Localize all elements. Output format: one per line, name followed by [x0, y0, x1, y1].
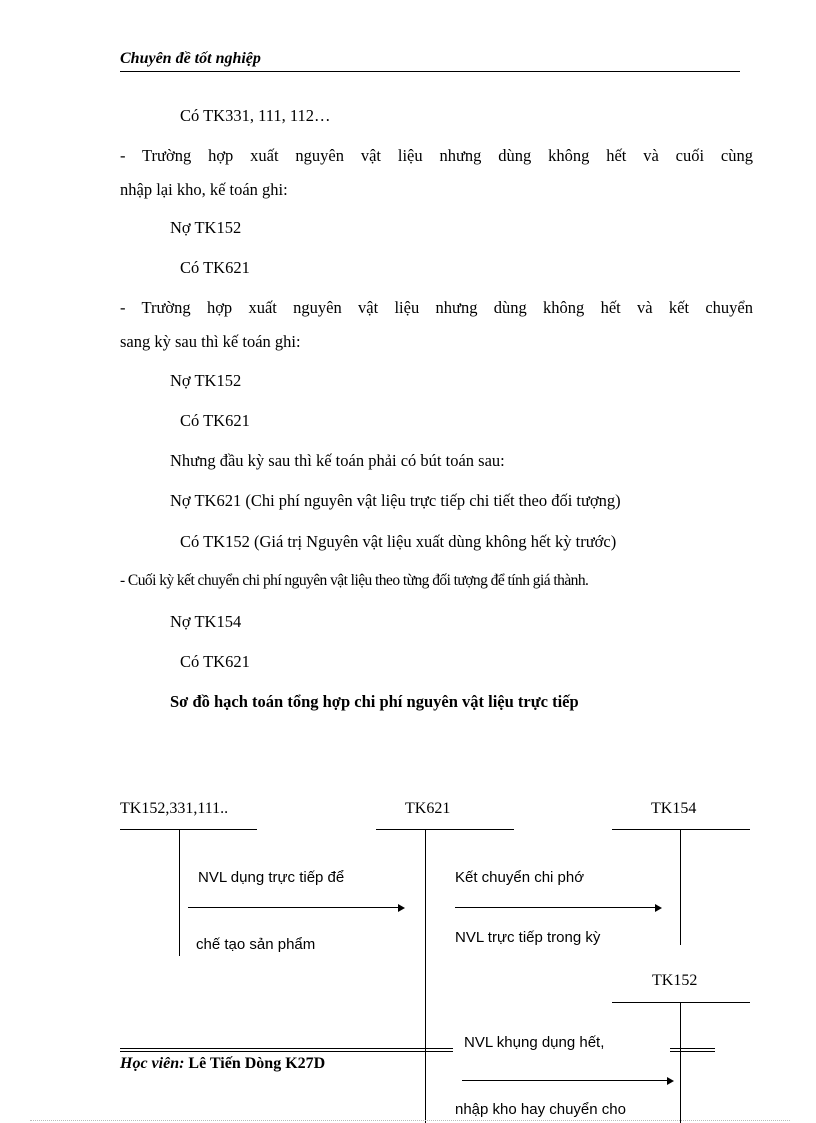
- t-account-bar-right: [612, 829, 750, 830]
- debit-entry: Nợ TK621 (Chi phí nguyên vật liệu trực tiếp chi tiết theo đối tượng): [170, 491, 621, 510]
- account-label-right: TK154: [651, 800, 697, 817]
- flow2-arrow: [455, 907, 660, 908]
- account-label-mid: TK621: [405, 800, 451, 817]
- flow1-arrow: [188, 907, 403, 908]
- t-account-stem-right: [680, 829, 681, 945]
- flow2-label-2: NVL trực tiếp trong kỳ: [455, 929, 601, 946]
- footer-label: Học viên:: [120, 1055, 185, 1072]
- t-account-stem-left: [179, 829, 180, 956]
- t-account-stem-mid: [425, 829, 426, 1123]
- debit-entry: Nợ TK152: [170, 371, 242, 390]
- credit-entry: Có TK152 (Giá trị Nguyên vật liệu xuất dùng không hết kỳ trước): [180, 532, 617, 551]
- paragraph-line: - Trường hợp xuất nguyên vật liệu nhưng dùng không hết và cuối cùng: [120, 146, 753, 165]
- flow1-label-2: chế tạo sản phẩm: [196, 936, 316, 953]
- credit-entry: Có TK621: [180, 258, 250, 277]
- debit-entry: Nợ TK152: [170, 218, 242, 237]
- diagram-heading: Sơ đồ hạch toán tổng hợp chi phí nguyên vật liệu trực tiếp: [170, 692, 579, 711]
- footer-name: Lê Tiến Dòng K27D: [188, 1055, 326, 1072]
- text-line: Nhưng đầu kỳ sau thì kế toán phải có bút toán sau:: [170, 451, 505, 470]
- flow1-label: NVL dụng trực tiếp để: [198, 869, 345, 886]
- account-label-right2: TK152: [652, 972, 698, 989]
- footer-author: [120, 1055, 325, 1073]
- header-rule: [120, 71, 740, 72]
- t-account-bar-left: [120, 829, 257, 830]
- t-account-bar-mid: [376, 829, 514, 830]
- page-header-title: Chuyên đề tốt nghiệp: [120, 50, 261, 67]
- paragraph-line: - Trường hợp xuất nguyên vật liệu nhưng dùng không hết và kết chuyển: [120, 298, 753, 317]
- paragraph-line: nhập lại kho, kế toán ghi:: [120, 180, 288, 199]
- text-line: - Cuối kỳ kết chuyển chi phí nguyên vật liệu theo từng đối tượng để tính giá thành.: [120, 572, 589, 589]
- paragraph-line: sang kỳ sau thì kế toán ghi:: [120, 332, 301, 351]
- debit-entry: Nợ TK154: [170, 612, 242, 631]
- t-account-stem-right2: [680, 1002, 681, 1123]
- footer-rule-right: [670, 1048, 715, 1052]
- text-line: Có TK331, 111, 112…: [180, 106, 331, 125]
- flow3-label-2: nhập kho hay chuyển cho: [455, 1101, 626, 1118]
- flow2-label: Kết chuyển chi phớ: [455, 869, 585, 886]
- credit-entry: Có TK621: [180, 411, 250, 430]
- credit-entry: Có TK621: [180, 652, 250, 671]
- account-label-left: TK152,331,111..: [120, 800, 229, 817]
- footer-rule-left: [120, 1048, 453, 1052]
- flow3-label: NVL khụng dụng hết,: [464, 1034, 605, 1051]
- t-account-bar-right2: [612, 1002, 750, 1003]
- page-bottom-border: [30, 1120, 790, 1121]
- flow3-arrow: [462, 1080, 672, 1081]
